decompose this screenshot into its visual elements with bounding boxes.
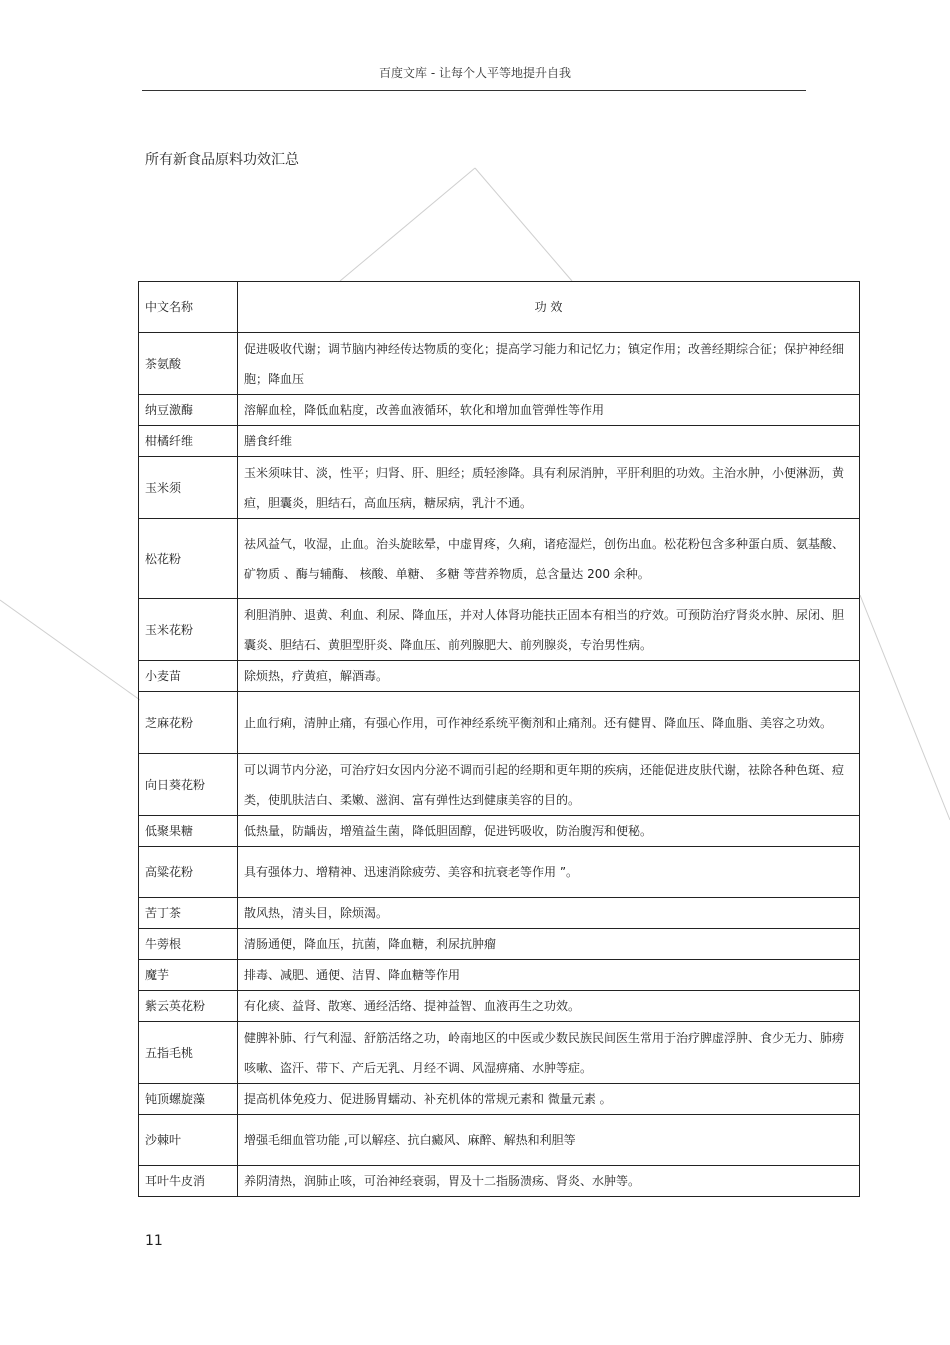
ingredient-name: 高粱花粉	[139, 847, 238, 898]
column-header-effect: 功 效	[238, 282, 860, 333]
ingredient-effect: 增强毛细血管功能 ,可以解痉、抗白癜风、麻醉、解热和利胆等	[238, 1115, 860, 1166]
table-row	[139, 991, 860, 1022]
ingredient-effect: 溶解血栓，降低血粘度，改善血液循环，软化和增加血管弹性等作用	[238, 395, 860, 426]
table-row	[139, 599, 860, 661]
ingredients-table	[138, 281, 860, 1197]
table-row	[139, 333, 860, 395]
table-row	[139, 1084, 860, 1115]
header-text: 百度文库 - 让每个人平等地提升自我	[379, 66, 571, 80]
ingredient-effect: 玉米须味甘、淡，性平；归肾、肝、胆经；质轻渗降。具有利尿消肿，平肝利胆的功效。主治水肿，小便淋沥，黄疸，胆囊炎，胆结石，高血压病，糖尿病，乳汁不通。	[238, 457, 860, 519]
ingredient-name: 钝顶螺旋藻	[139, 1084, 238, 1115]
table-row	[139, 1115, 860, 1166]
table-row	[139, 1166, 860, 1197]
table-row	[139, 661, 860, 692]
document-title: 所有新食品原料功效汇总	[145, 152, 299, 168]
table-row	[139, 754, 860, 816]
table-row	[139, 898, 860, 929]
ingredient-effect: 可以调节内分泌，可治疗妇女因内分泌不调而引起的经期和更年期的疾病，还能促进皮肤代谢，祛除各种色斑、痘类，使肌肤洁白、柔嫩、滋润、富有弹性达到健康美容的目的。	[238, 754, 860, 816]
ingredient-name: 紫云英花粉	[139, 991, 238, 1022]
header-divider	[142, 90, 806, 91]
ingredient-effect: 祛风益气，收湿，止血。治头旋眩晕，中虚胃疼，久痢，诸疮湿烂，创伤出血。松花粉包含多种蛋白质、氨基酸、 矿物质 、酶与辅酶、 核酸、单糖、 多糖 等营养物质，总含量达 200 余种。	[238, 519, 860, 599]
ingredient-name: 茶氨酸	[139, 333, 238, 395]
ingredient-name: 耳叶牛皮消	[139, 1166, 238, 1197]
table-header-row	[139, 282, 860, 333]
ingredient-effect: 清肠通便，降血压，抗菌，降血糖，利尿抗肿瘤	[238, 929, 860, 960]
ingredient-effect: 止血行痢，清肿止痛，有强心作用，可作神经系统平衡剂和止痛剂。还有健胃、降血压、降血脂、美容之功效。	[238, 692, 860, 754]
ingredient-name: 沙棘叶	[139, 1115, 238, 1166]
table-row	[139, 457, 860, 519]
table-row	[139, 519, 860, 599]
ingredient-name: 魔芋	[139, 960, 238, 991]
ingredient-name: 纳豆激酶	[139, 395, 238, 426]
ingredient-effect: 促进吸收代谢；调节脑内神经传达物质的变化；提高学习能力和记忆力；镇定作用；改善经期综合征；保护神经细胞；降血压	[238, 333, 860, 395]
ingredient-name: 玉米须	[139, 457, 238, 519]
ingredient-effect: 养阴清热，润肺止咳，可治神经衰弱，胃及十二指肠溃疡、肾炎、水肿等。	[238, 1166, 860, 1197]
ingredient-name: 低聚果糖	[139, 816, 238, 847]
table-row	[139, 929, 860, 960]
column-header-name: 中文名称	[139, 282, 238, 333]
ingredient-effect: 有化痰、益肾、散寒、通经活络、提神益智、血液再生之功效。	[238, 991, 860, 1022]
table-row	[139, 847, 860, 898]
ingredient-effect: 低热量，防龋齿，增殖益生菌，降低胆固醇，促进钙吸收，防治腹泻和便秘。	[238, 816, 860, 847]
ingredient-effect: 膳食纤维	[238, 426, 860, 457]
ingredient-effect: 利胆消肿、退黄、利血、利尿、降血压，并对人体肾功能扶正固本有相当的疗效。可预防治疗肾炎水肿、尿闭、胆囊炎、胆结石、黄胆型肝炎、降血压、前列腺肥大、前列腺炎，专治男性病。	[238, 599, 860, 661]
ingredient-name: 柑橘纤维	[139, 426, 238, 457]
table-row	[139, 1022, 860, 1084]
table-row	[139, 395, 860, 426]
page-number: 11	[145, 1233, 163, 1249]
ingredient-name: 玉米花粉	[139, 599, 238, 661]
table-row	[139, 426, 860, 457]
ingredient-effect: 散风热，清头目，除烦渴。	[238, 898, 860, 929]
ingredient-name: 苦丁茶	[139, 898, 238, 929]
table-row	[139, 816, 860, 847]
ingredient-name: 牛蒡根	[139, 929, 238, 960]
ingredient-effect: 排毒、减肥、通便、洁胃、降血糖等作用	[238, 960, 860, 991]
table-row	[139, 692, 860, 754]
ingredient-effect: 提高机体免疫力、促进肠胃蠕动、补充机体的常规元素和 微量元素 。	[238, 1084, 860, 1115]
ingredient-effect: 除烦热，疗黄疸，解酒毒。	[238, 661, 860, 692]
ingredient-effect: 健脾补肺、行气利湿、舒筋活络之功，岭南地区的中医或少数民族民间医生常用于治疗脾虚浮肿、食少无力、肺痨咳嗽、盗汗、带下、产后无乳、月经不调、风湿痹痛、水肿等症。	[238, 1022, 860, 1084]
ingredient-name: 五指毛桃	[139, 1022, 238, 1084]
ingredient-effect: 具有强体力、增精神、迅速消除疲劳、美容和抗衰老等作用 ”。	[238, 847, 860, 898]
ingredient-name: 向日葵花粉	[139, 754, 238, 816]
table-row	[139, 960, 860, 991]
ingredient-name: 松花粉	[139, 519, 238, 599]
ingredient-name: 芝麻花粉	[139, 692, 238, 754]
ingredient-name: 小麦苗	[139, 661, 238, 692]
